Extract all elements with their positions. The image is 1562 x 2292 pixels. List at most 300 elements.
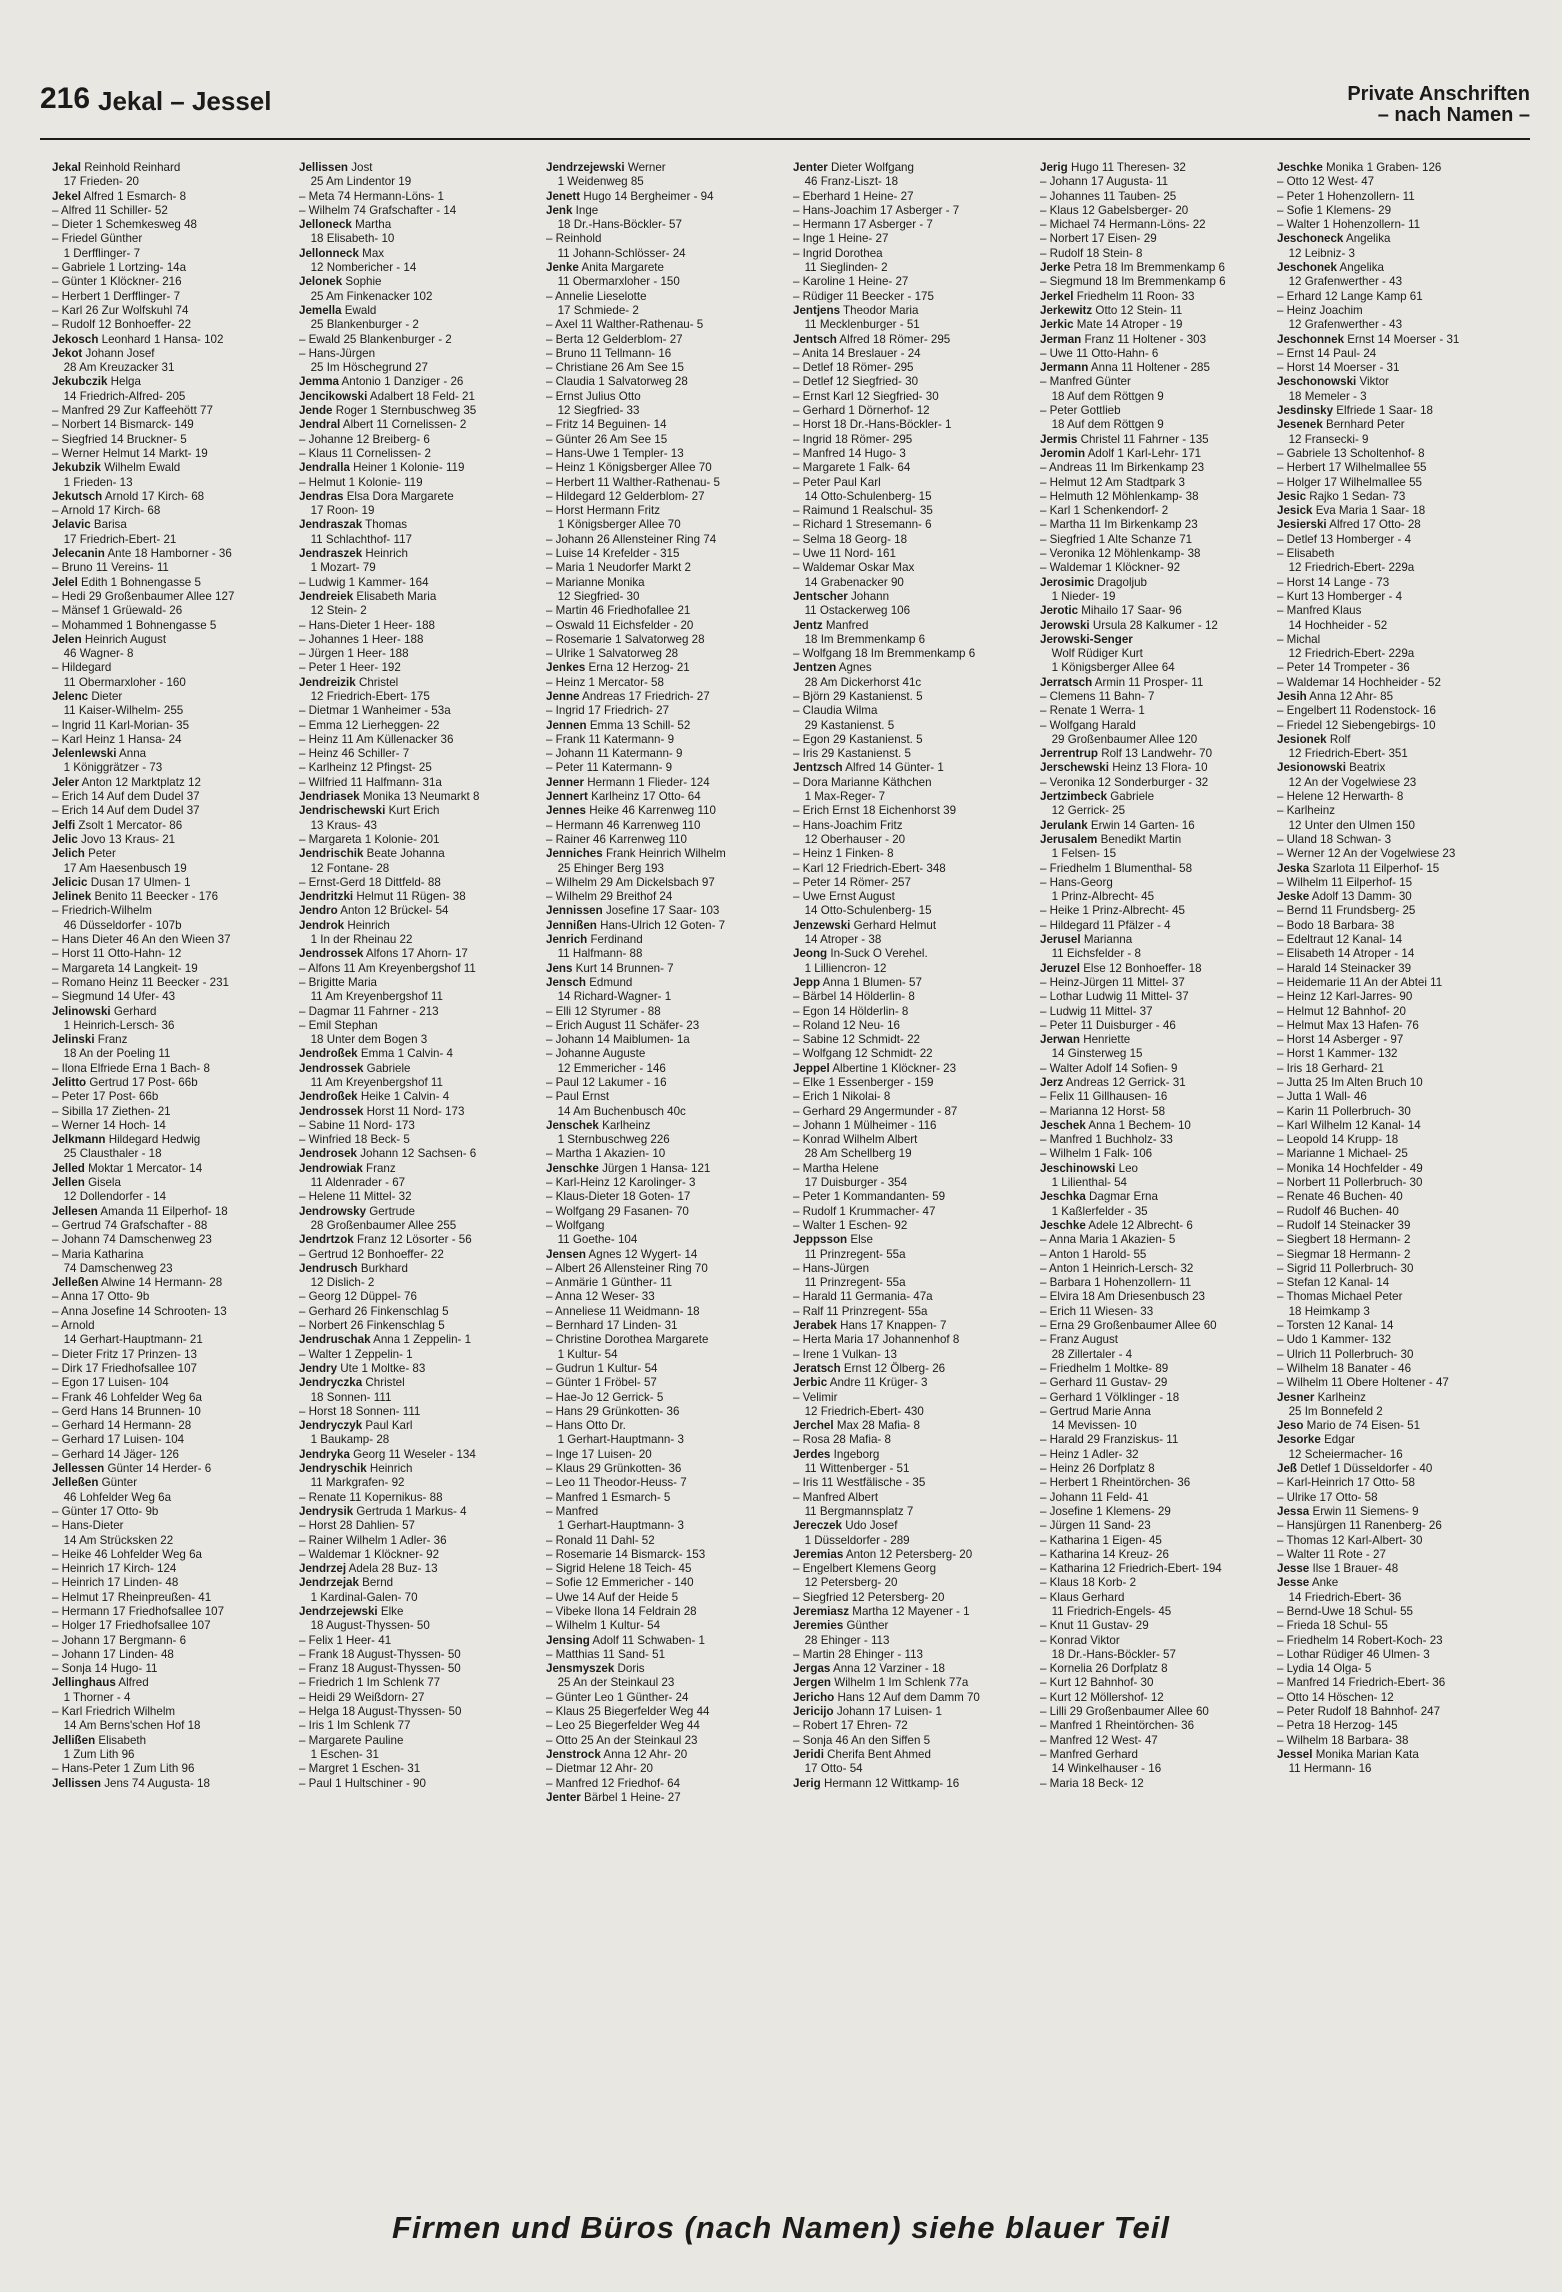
directory-entry-line: 17 Roon- 19 xyxy=(299,504,375,518)
directory-entry-line: – Karl 1 Schenkendorf- 2 xyxy=(1040,504,1169,518)
directory-entry-line: – Horst 18 Sonnen- 111 xyxy=(299,1404,421,1418)
directory-entry-line: – Elli 12 Styrumer - 88 xyxy=(546,1004,661,1018)
directory-entry-line: – Manfred Albert xyxy=(793,1490,879,1504)
directory-entry-line: – Rüdiger 11 Beecker - 175 xyxy=(793,289,934,303)
directory-entry-line: – Horst 1 Kammer- 132 xyxy=(1277,1047,1398,1061)
directory-entry-line: – Wilhelm 1 Kultur- 54 xyxy=(546,1619,661,1633)
directory-entry-line: – Anna Josefine 14 Schrooten- 13 xyxy=(52,1304,227,1318)
directory-entry-line: – Maria 18 Beck- 12 xyxy=(1040,1776,1144,1790)
directory-entry-line: – Hans-Joachim 17 Asberger - 7 xyxy=(793,203,960,217)
directory-entry-line: – Brigitte Maria xyxy=(299,975,377,989)
directory-entry-line: – Rainer Wilhelm 1 Adler- 36 xyxy=(299,1533,447,1547)
directory-entry-line: – Karl-Heinrich 17 Otto- 58 xyxy=(1277,1476,1415,1490)
directory-entry-line: – Günter Leo 1 Günther- 24 xyxy=(546,1690,689,1704)
directory-entry-line: Jessel Monika Marian Kata xyxy=(1277,1747,1419,1761)
directory-entry-line: Jensen Agnes 12 Wygert- 14 xyxy=(546,1247,698,1261)
directory-entry-line: 17 Schmiede- 2 xyxy=(546,303,639,317)
directory-entry-line: – Hans-Peter 1 Zum Lith 96 xyxy=(52,1762,195,1776)
directory-entry-line: – Walter 1 Eschen- 92 xyxy=(793,1218,908,1232)
directory-entry-line: – Anneliese 11 Weidmann- 18 xyxy=(546,1304,700,1318)
directory-entry-line: Jekot Johann Josef xyxy=(52,346,155,360)
directory-entry-line: 17 Duisburger - 354 xyxy=(793,1176,908,1190)
directory-entry-line: – Claudia Wilma xyxy=(793,704,878,718)
directory-entry-line: – Erich August 11 Schäfer- 23 xyxy=(546,1018,700,1032)
directory-entry-line: – Wilhelm 74 Grafschafter - 14 xyxy=(299,203,457,217)
directory-entry-line: – Rainer 46 Karrenweg 110 xyxy=(546,832,687,846)
directory-entry-line: Jerkic Mate 14 Atroper - 19 xyxy=(1040,318,1183,332)
directory-entry-line: – Uwe 14 Auf der Heide 5 xyxy=(546,1590,679,1604)
directory-entry-line: 11 Goethe- 104 xyxy=(546,1233,638,1247)
directory-entry-line: 18 Heimkamp 3 xyxy=(1277,1304,1370,1318)
directory-entry-line: Jendrossek Alfons 17 Ahorn- 17 xyxy=(299,947,468,961)
directory-entry-line: Jericijo Johann 17 Luisen- 1 xyxy=(793,1705,942,1719)
directory-entry-line: 18 Im Bremmenkamp 6 xyxy=(793,632,926,646)
directory-entry-line: 11 Schlachthof- 117 xyxy=(299,532,412,546)
directory-entry-line: – Manfred 1 Rheintörchen- 36 xyxy=(1040,1719,1195,1733)
directory-entry-line: – Marianne 1 Michael- 25 xyxy=(1277,1147,1408,1161)
directory-entry-line: – Herbert 11 Walther-Rathenau- 5 xyxy=(546,475,720,489)
directory-entry-line: – Gabriele 1 Lortzing- 14a xyxy=(52,261,187,275)
directory-entry-line: – Anmärie 1 Günther- 11 xyxy=(546,1276,673,1290)
directory-entry-line: 11 Ostackerweg 106 xyxy=(793,604,911,618)
directory-entry-line: – Claudia 1 Salvatorweg 28 xyxy=(546,375,688,389)
directory-entry-line: Jenschek Karlheinz xyxy=(546,1118,651,1132)
directory-entry-line: – Hildegard xyxy=(52,661,112,675)
directory-entry-line: 14 Mevissen- 10 xyxy=(1040,1419,1137,1433)
directory-entry-line: – Torsten 12 Kanal- 14 xyxy=(1277,1319,1394,1333)
directory-entry-line: – Friedel Günther xyxy=(52,232,143,246)
directory-entry-line: – Rosa 28 Mafia- 8 xyxy=(793,1433,891,1447)
directory-entry-line: 12 Friedrich-Ebert- 175 xyxy=(299,689,430,703)
directory-entry-line: – Emil Stephan xyxy=(299,1018,378,1032)
directory-column-1 xyxy=(52,161,290,2171)
directory-entry-line: – Sofie 12 Emmericher - 140 xyxy=(546,1576,694,1590)
directory-entry-line: 11 Hermann- 16 xyxy=(1277,1762,1372,1776)
directory-entry-line: 12 Friedrich-Ebert- 351 xyxy=(1277,747,1408,761)
directory-entry-line: Jenter Bärbel 1 Heine- 27 xyxy=(546,1790,681,1804)
directory-entry-line: – Manfred 12 Friedhof- 64 xyxy=(546,1776,681,1790)
directory-entry-line: – Horst 18 Dr.-Hans-Böckler- 1 xyxy=(793,418,952,432)
directory-entry-line: Jendrzej Adela 28 Buz- 13 xyxy=(299,1562,438,1576)
directory-entry-line: – Johann 11 Katermann- 9 xyxy=(546,747,683,761)
directory-entry-line: – Friedrich 1 Im Schlenk 77 xyxy=(299,1676,441,1690)
directory-entry-line: – Erich 11 Wiesen- 33 xyxy=(1040,1304,1154,1318)
directory-entry-line: – Margarete 1 Falk- 64 xyxy=(793,461,911,475)
directory-entry-line: – Horst 11 Otto-Hahn- 12 xyxy=(52,947,182,961)
directory-entry-line: Jesner Karlheinz xyxy=(1277,1390,1366,1404)
directory-entry-line: – Helmut Max 13 Hafen- 76 xyxy=(1277,1018,1419,1032)
directory-entry-line: – Wolfgang xyxy=(546,1218,605,1232)
directory-entry-line: – Leopold 14 Krupp- 18 xyxy=(1277,1133,1399,1147)
directory-entry-line: Jerbic Andre 11 Krüger- 3 xyxy=(793,1376,928,1390)
directory-entry-line: – Werner Helmut 14 Markt- 19 xyxy=(52,446,208,460)
directory-entry-line: – Klaus 18 Korb- 2 xyxy=(1040,1576,1137,1590)
directory-entry-line: Jendriasek Monika 13 Neumarkt 8 xyxy=(299,790,480,804)
directory-entry-line: Jendryczyk Paul Karl xyxy=(299,1419,413,1433)
directory-entry-line: Jelinowski Gerhard xyxy=(52,1004,157,1018)
directory-entry-line: – Walter Adolf 14 Sofien- 9 xyxy=(1040,1061,1178,1075)
directory-entry-line: 12 Nombericher - 14 xyxy=(299,261,417,275)
directory-entry-line: – Anna 12 Weser- 33 xyxy=(546,1290,655,1304)
directory-entry-line: – Ulrike 1 Salvatorweg 28 xyxy=(546,647,679,661)
directory-entry-line: Jendrischik Beate Johanna xyxy=(299,847,445,861)
directory-entry-line: – Peter Paul Karl xyxy=(793,475,881,489)
directory-entry-line: – Karlheinz xyxy=(1277,804,1336,818)
directory-entry-line: – Katharina 1 Eigen- 45 xyxy=(1040,1533,1162,1547)
directory-entry-line: Jerz Andreas 12 Gerrick- 31 xyxy=(1040,1076,1186,1089)
directory-entry-line: 11 Am Kreyenbergshof 11 xyxy=(299,990,443,1004)
directory-entry-line: – Sabine 11 Nord- 173 xyxy=(299,1118,415,1132)
directory-entry-line: – Hans-Jürgen xyxy=(299,346,376,360)
directory-entry-line: – Hans-Dieter xyxy=(52,1519,124,1533)
directory-entry-line: – Holger 17 Wilhelmallee 55 xyxy=(1277,475,1422,489)
directory-entry-line: Jertzimbeck Gabriele xyxy=(1040,790,1155,804)
directory-entry-line: – Luise 14 Krefelder - 315 xyxy=(546,547,680,561)
directory-entry-line: Jeromin Adolf 1 Karl-Lehr- 171 xyxy=(1040,446,1202,460)
directory-entry-line: – Uwe 11 Nord- 161 xyxy=(793,547,896,561)
directory-entry-line: – Ulrike 17 Otto- 58 xyxy=(1277,1490,1378,1504)
directory-entry-line: Jelenc Dieter xyxy=(52,689,123,703)
directory-entry-line: Jekubzik Wilhelm Ewald xyxy=(52,461,181,475)
directory-entry-line: – Elisabeth 14 Atroper - 14 xyxy=(1277,947,1415,961)
directory-entry-line: 1 Nieder- 19 xyxy=(1040,589,1116,603)
directory-entry-line: – Jutta 1 Wall- 46 xyxy=(1277,1090,1367,1104)
directory-entry-line: – Margret 1 Eschen- 31 xyxy=(299,1762,421,1776)
directory-entry-line: Jeschka Dagmar Erna xyxy=(1040,1190,1158,1204)
directory-entry-line: – Paul 12 Lakumer - 16 xyxy=(546,1076,667,1089)
directory-entry-line: – Johann 1 Mülheimer - 116 xyxy=(793,1118,937,1132)
directory-entry-line: – Lothar Ludwig 11 Mittel- 37 xyxy=(1040,990,1189,1004)
directory-entry-line: – Georg 12 Düppel- 76 xyxy=(299,1290,417,1304)
directory-entry-line: – Johann 26 Allensteiner Ring 74 xyxy=(546,532,717,546)
directory-entry-line: Jellissen Jost xyxy=(299,161,373,174)
directory-entry-line: – Erna 29 Großenbaumer Allee 60 xyxy=(1040,1319,1217,1333)
directory-entry-line: Jesenek Bernhard Peter xyxy=(1277,418,1405,432)
directory-entry-line: Jermis Christel 11 Fahrner - 135 xyxy=(1040,432,1209,446)
directory-entry-line: – Eberhard 1 Heine- 27 xyxy=(793,189,914,203)
directory-entry-line: – Gerhard 14 Hermann- 28 xyxy=(52,1419,192,1433)
directory-entry-line: – Dagmar 11 Fahrner - 213 xyxy=(299,1004,439,1018)
directory-entry-line: – Johann 14 Maiblumen- 1a xyxy=(546,1033,690,1047)
directory-entry-line: – Wolfgang Harald xyxy=(1040,718,1136,732)
directory-entry-line: – Christine Dorothea Margarete xyxy=(546,1333,709,1347)
directory-entry-line: – Sibilla 17 Ziethen- 21 xyxy=(52,1104,171,1118)
directory-entry-line: – Friedhelm 14 Robert-Koch- 23 xyxy=(1277,1633,1443,1647)
directory-entry-line: Jentzen Agnes xyxy=(793,661,872,675)
directory-entry-line: – Roland 12 Neu- 16 xyxy=(793,1018,900,1032)
directory-entry-line: – Josefine 1 Klemens- 29 xyxy=(1040,1504,1171,1518)
directory-entry-line: Jendrowiak Franz xyxy=(299,1161,396,1175)
directory-entry-line: – Klaus Gerhard xyxy=(1040,1590,1125,1604)
directory-entry-line: – Ilona Elfriede Erna 1 Bach- 8 xyxy=(52,1061,210,1075)
directory-entry-line: – Peter 1 Hohenzollern- 11 xyxy=(1277,189,1415,203)
directory-entry-line: – Horst 14 Asberger - 97 xyxy=(1277,1033,1404,1047)
directory-entry-line: – Dietmar 1 Wanheimer - 53a xyxy=(299,704,451,718)
directory-entry-line: – Herbert 17 Wilhelmallee 55 xyxy=(1277,461,1427,475)
directory-entry-line: Jenzewski Gerhard Helmut xyxy=(793,918,937,932)
directory-entry-line: 28 Am Dickerhorst 41c xyxy=(793,675,922,689)
directory-entry-line: 1 Kaßlerfelder - 35 xyxy=(1040,1204,1148,1218)
directory-entry-line: – Elisabeth xyxy=(1277,547,1335,561)
directory-entry-line: – Lothar Rüdiger 46 Ulmen- 3 xyxy=(1277,1647,1430,1661)
directory-entry-line: 12 Grafenwerther - 43 xyxy=(1277,275,1403,289)
directory-entry-line: Jelonek Sophie xyxy=(299,275,382,289)
directory-entry-line: Jensch Edmund xyxy=(546,975,633,989)
directory-entry-line: 14 Richard-Wagner- 1 xyxy=(546,990,672,1004)
directory-entry-line: – Erich 14 Auf dem Dudel 37 xyxy=(52,790,200,804)
directory-entry-line: – Hedi 29 Großenbaumer Allee 127 xyxy=(52,589,235,603)
directory-entry-line: – Karl 26 Zur Wolfskuhl 74 xyxy=(52,303,189,317)
page-title: Jekal – Jessel xyxy=(98,86,272,116)
directory-entry-line: 12 Oberhauser - 20 xyxy=(793,832,906,846)
directory-entry-line: 11 Bergmannsplatz 7 xyxy=(793,1504,914,1518)
directory-entry-line: 12 Stein- 2 xyxy=(299,604,367,618)
directory-entry-line: – Waldemar 1 Klöckner- 92 xyxy=(1040,561,1181,575)
directory-entry-line: 12 Friedrich-Ebert- 229a xyxy=(1277,647,1415,661)
directory-entry-line: – Erich 14 Auf dem Dudel 37 xyxy=(52,804,200,818)
directory-entry-line: – Peter 1 Kommandanten- 59 xyxy=(793,1190,946,1204)
directory-entry-line: 11 Halfmann- 88 xyxy=(546,947,643,961)
directory-entry-line: 1 Prinz-Albrecht- 45 xyxy=(1040,890,1155,904)
directory-entry-line: – Arnold xyxy=(52,1319,95,1333)
directory-entry-line: – Veronika 12 Möhlenkamp- 38 xyxy=(1040,547,1201,561)
directory-entry-line: – Hans-Dieter 1 Heer- 188 xyxy=(299,618,435,632)
directory-entry-line: – Matthias 11 Sand- 51 xyxy=(546,1647,666,1661)
directory-entry-line: – Albert 26 Allensteiner Ring 70 xyxy=(546,1261,708,1275)
directory-entry-line: – Gerhard 11 Gustav- 29 xyxy=(1040,1376,1168,1390)
directory-entry-line: Jendral Albert 11 Cornelissen- 2 xyxy=(299,418,467,432)
directory-entry-line: – Rudolf 1 Krummacher- 47 xyxy=(793,1204,936,1218)
directory-entry-line: – Rosemarie 14 Bismarck- 153 xyxy=(546,1547,706,1561)
directory-entry-line: 14 Atroper - 38 xyxy=(793,933,882,947)
directory-entry-line: – Alfred 11 Schiller- 52 xyxy=(52,203,168,217)
directory-entry-line: Jentsch Alfred 18 Römer- 295 xyxy=(793,332,951,346)
directory-entry-line: – Frank 46 Lohfelder Weg 6a xyxy=(52,1390,202,1404)
directory-entry-line: Jeschonnek Ernst 14 Moerser - 31 xyxy=(1277,332,1460,346)
directory-entry-line: – Hermann 17 Asberger - 7 xyxy=(793,218,933,232)
directory-entry-line: 11 Markgrafen- 92 xyxy=(299,1476,405,1490)
directory-entry-line: Jelenlewski Anna xyxy=(52,747,147,761)
directory-entry-line: Jesse Anke xyxy=(1277,1576,1339,1590)
directory-entry-line: Jelinski Franz xyxy=(52,1033,128,1047)
directory-entry-line: Jendreiek Elisabeth Maria xyxy=(299,589,437,603)
directory-entry-line: Jenkes Erna 12 Herzog- 21 xyxy=(546,661,690,675)
directory-entry-line: Jelkmann Hildegard Hedwig xyxy=(52,1133,201,1147)
directory-entry-line: Jendraszak Thomas xyxy=(299,518,408,532)
directory-entry-line: – Hansjürgen 11 Ranenberg- 26 xyxy=(1277,1519,1442,1533)
directory-entry-line: – Engelbert 11 Rodenstock- 16 xyxy=(1277,704,1436,718)
directory-entry-line: 1 Gerhart-Hauptmann- 3 xyxy=(546,1519,684,1533)
directory-entry-line: – Walter 1 Hohenzollern- 11 xyxy=(1277,218,1421,232)
directory-entry-line: – Monika 14 Hochfelder - 49 xyxy=(1277,1161,1423,1175)
directory-entry-line: – Ludwig 1 Kammer- 164 xyxy=(299,575,429,589)
directory-entry-line: Jesic Rajko 1 Sedan- 73 xyxy=(1277,489,1406,503)
directory-entry-line: – Ernst Karl 12 Siegfried- 30 xyxy=(793,389,939,403)
directory-entry-line: Jesick Eva Maria 1 Saar- 18 xyxy=(1277,504,1426,518)
directory-entry-line: 11 Aldenrader - 67 xyxy=(299,1176,406,1190)
directory-entry-line: – Helmut 12 Bahnhof- 20 xyxy=(1277,1004,1406,1018)
directory-entry-line: – Gerhard 26 Finkenschlag 5 xyxy=(299,1304,449,1318)
directory-entry-line: 14 Gerhart-Hauptmann- 21 xyxy=(52,1333,203,1347)
directory-entry-line: Jendritzki Helmut 11 Rügen- 38 xyxy=(299,890,466,904)
directory-entry-line: Jerabek Hans 17 Knappen- 7 xyxy=(793,1319,947,1333)
directory-entry-line: Jerke Petra 18 Im Bremmenkamp 6 xyxy=(1040,261,1225,275)
directory-entry-line: – Heidi 29 Weißdorn- 27 xyxy=(299,1690,425,1704)
directory-entry-line: – Waldemar 1 Klöckner- 92 xyxy=(299,1547,440,1561)
directory-entry-line: – Dieter Fritz 17 Prinzen- 13 xyxy=(52,1347,197,1361)
directory-entry-line: – Annelie Lieselotte xyxy=(546,289,647,303)
directory-entry-line: Jendrowsky Gertrude xyxy=(299,1204,415,1218)
directory-entry-line: – Werner 12 An der Vogelwiese 23 xyxy=(1277,847,1456,861)
directory-entry-line: 17 Frieden- 20 xyxy=(52,175,139,189)
directory-entry-line: – Knut 11 Gustav- 29 xyxy=(1040,1619,1149,1633)
directory-entry-line: Jendrossek Horst 11 Nord- 173 xyxy=(299,1104,465,1118)
directory-entry-line: 28 Am Kreuzacker 31 xyxy=(52,361,175,375)
directory-entry-line: – Wilhelm 29 Am Dickelsbach 97 xyxy=(546,875,715,889)
directory-entry-line: – Johann 74 Damschenweg 23 xyxy=(52,1233,212,1247)
directory-entry-line: Jerowski-Senger xyxy=(1040,632,1133,646)
directory-entry-line: Jeschek Anna 1 Bechem- 10 xyxy=(1040,1118,1191,1132)
directory-entry-line: – Axel 11 Walther-Rathenau- 5 xyxy=(546,318,704,332)
directory-entry-line: – Konrad Viktor xyxy=(1040,1633,1120,1647)
directory-entry-line: Jendrysik Gertruda 1 Markus- 4 xyxy=(299,1504,467,1518)
directory-entry-line: – Herta Maria 17 Johannenhof 8 xyxy=(793,1333,960,1347)
directory-entry-line: – Reinhold xyxy=(546,232,602,246)
directory-entry-line: Jens Kurt 14 Brunnen- 7 xyxy=(546,961,674,975)
directory-entry-line: – Manfred 14 Hugo- 3 xyxy=(793,446,906,460)
directory-entry-line: Jeske Adolf 13 Damm- 30 xyxy=(1277,890,1412,904)
directory-entry-line: Jerulank Erwin 14 Garten- 16 xyxy=(1040,818,1195,832)
directory-entry-line: – Margareta 1 Kolonie- 201 xyxy=(299,832,440,846)
directory-entry-line: 14 Otto-Schulenberg- 15 xyxy=(793,489,932,503)
directory-entry-line: – Bernhard 17 Linden- 31 xyxy=(546,1319,678,1333)
directory-entry-line: – Johann 17 Linden- 48 xyxy=(52,1647,174,1661)
directory-entry-line: 1 Mozart- 79 xyxy=(299,561,376,575)
directory-entry-line: Jenrich Ferdinand xyxy=(546,933,643,947)
directory-entry-line: – Horst 14 Moerser - 31 xyxy=(1277,361,1400,375)
directory-entry-line: Jenner Hermann 1 Flieder- 124 xyxy=(546,775,710,789)
directory-entry-line: – Heinz 26 Dorfplatz 8 xyxy=(1040,1462,1155,1476)
directory-entry-line: 12 Siegfried- 33 xyxy=(546,404,640,418)
directory-entry-line: – Elke 1 Essenberger - 159 xyxy=(793,1076,934,1089)
directory-entry-line: – Norbert 17 Eisen- 29 xyxy=(1040,232,1157,246)
directory-entry-line: – Peter 14 Trompeter - 36 xyxy=(1277,661,1410,675)
directory-entry-line: 11 Sieglinden- 2 xyxy=(793,261,888,275)
directory-entry-line: – Rudolf 46 Buchen- 40 xyxy=(1277,1204,1399,1218)
directory-entry-line: – Klaus-Dieter 18 Goten- 17 xyxy=(546,1190,691,1204)
directory-entry-line: 18 Memeler - 3 xyxy=(1277,389,1367,403)
directory-entry-line: – Peter 11 Katermann- 9 xyxy=(546,761,673,775)
directory-entry-line: – Udo 1 Kammer- 132 xyxy=(1277,1333,1392,1347)
directory-entry-line: Jekosch Leonhard 1 Hansa- 102 xyxy=(52,332,224,346)
directory-entry-line: – Karlheinz 12 Pfingst- 25 xyxy=(299,761,432,775)
directory-entry-line: Jergas Anna 12 Varziner - 18 xyxy=(793,1662,945,1676)
directory-entry-line: – Ewald 25 Blankenburger - 2 xyxy=(299,332,452,346)
directory-entry-line: – Michal xyxy=(1277,632,1321,646)
directory-entry-line: – Stefan 12 Kanal- 14 xyxy=(1277,1276,1390,1290)
directory-entry-line: 28 Am Schellberg 19 xyxy=(793,1147,912,1161)
directory-entry-line: – Kurt 13 Homberger - 4 xyxy=(1277,589,1403,603)
directory-entry-line: Jerwan Henriette xyxy=(1040,1033,1131,1047)
directory-entry-line: Jensmyszek Doris xyxy=(546,1662,645,1676)
directory-entry-line: Jericho Hans 12 Auf dem Damm 70 xyxy=(793,1690,980,1704)
directory-entry-line: – Gudrun 1 Kultur- 54 xyxy=(546,1361,658,1375)
directory-entry-line: 14 Am Buchenbusch 40c xyxy=(546,1104,686,1118)
directory-entry-line: Jereczek Udo Josef xyxy=(793,1519,898,1533)
directory-entry-line: – Jutta 25 Im Alten Bruch 10 xyxy=(1277,1076,1423,1089)
directory-entry-line: – Gabriele 13 Scholtenhof- 8 xyxy=(1277,446,1425,460)
directory-entry-line: Jennissen Josefine 17 Saar- 103 xyxy=(546,904,720,918)
directory-entry-line: 18 Dr.-Hans-Böckler- 57 xyxy=(1040,1647,1176,1661)
directory-entry-line: – Hildegard 12 Gelderblom- 27 xyxy=(546,489,705,503)
directory-entry-line: Jerkel Friedhelm 11 Roon- 33 xyxy=(1040,289,1195,303)
directory-entry-line: Jerusalem Benedikt Martin xyxy=(1040,832,1182,846)
directory-entry-line: – Kurt 12 Möllershof- 12 xyxy=(1040,1690,1164,1704)
directory-entry-line: 1 Kardinal-Galen- 70 xyxy=(299,1590,418,1604)
directory-entry-line: – Otto 14 Höschen- 12 xyxy=(1277,1690,1394,1704)
directory-entry-line: Jentz Manfred xyxy=(793,618,869,632)
directory-entry-line: 12 Petersberg- 20 xyxy=(793,1576,898,1590)
directory-entry-line: 1 Kultur- 54 xyxy=(546,1347,618,1361)
directory-entry-line: – Heidemarie 11 An der Abtei 11 xyxy=(1277,975,1443,989)
directory-entry-line: – Erhard 12 Lange Kamp 61 xyxy=(1277,289,1423,303)
directory-entry-line: – Gertrud 12 Bonhoeffer- 22 xyxy=(299,1247,444,1261)
directory-entry-line: – Renate 46 Buchen- 40 xyxy=(1277,1190,1403,1204)
directory-column-4 xyxy=(793,161,1031,2171)
directory-entry-line: – Ralf 11 Prinzregent- 55a xyxy=(793,1304,928,1318)
directory-entry-line: 12 Fontane- 28 xyxy=(299,861,390,875)
footer-note: Firmen und Büros (nach Namen) siehe blauer Teil xyxy=(392,2210,1170,2245)
directory-entry-line: 14 Grabenacker 90 xyxy=(793,575,904,589)
directory-entry-line: – Hans Otto Dr. xyxy=(546,1419,626,1433)
directory-entry-line: Jendreizik Christel xyxy=(299,675,399,689)
directory-entry-line: – Helmut 12 Am Stadtpark 3 xyxy=(1040,475,1185,489)
directory-entry-line: – Erich 1 Nikolai- 8 xyxy=(793,1090,891,1104)
directory-entry-line: – Marianna 12 Horst- 58 xyxy=(1040,1104,1166,1118)
directory-entry-line: – Helene 12 Herwarth- 8 xyxy=(1277,790,1404,804)
directory-entry-line: – Anna Maria 1 Akazien- 5 xyxy=(1040,1233,1176,1247)
directory-entry-line: – Emma 12 Lierheggen- 22 xyxy=(299,718,440,732)
directory-entry-line: Jelavic Barisa xyxy=(52,518,127,532)
page-header xyxy=(40,82,1530,138)
directory-entry-line: – Margarete Pauline xyxy=(299,1733,404,1747)
directory-entry-line: 1 Lilliencron- 12 xyxy=(793,961,887,975)
directory-entry-line: – Marianne Monika xyxy=(546,575,645,589)
directory-entry-line: Jergen Wilhelm 1 Im Schlenk 77a xyxy=(793,1676,969,1690)
directory-entry-line: 11 Eichsfelder - 8 xyxy=(1040,947,1141,961)
directory-entry-line: – Wilhelm 11 Eilperhof- 15 xyxy=(1277,875,1413,889)
directory-entry-line: 14 Winkelhauser - 16 xyxy=(1040,1762,1162,1776)
directory-entry-line: – Gerhard 1 Dörnerhof- 12 xyxy=(793,404,930,418)
directory-entry-line: 1 Königsberger Allee 70 xyxy=(546,518,681,532)
directory-entry-line: Jekubczik Helga xyxy=(52,375,141,389)
directory-entry-line: – Romano Heinz 11 Beecker - 231 xyxy=(52,975,230,989)
directory-entry-line: 12 Dollendorfer - 14 xyxy=(52,1190,167,1204)
directory-entry-line: – Clemens 11 Bahn- 7 xyxy=(1040,689,1155,703)
directory-entry-line: 1 Sternbuschweg 226 xyxy=(546,1133,670,1147)
directory-entry-line: 12 Friedrich-Ebert- 229a xyxy=(1277,561,1415,575)
directory-entry-line: – Heinz 46 Schiller- 7 xyxy=(299,747,410,761)
directory-entry-line: 11 Prinzregent- 55a xyxy=(793,1247,906,1261)
directory-entry-line: 1 In der Rheinau 22 xyxy=(299,933,413,947)
directory-entry-line: – Martha 1 Akazien- 10 xyxy=(546,1147,666,1161)
directory-entry-line: – Johannes 11 Tauben- 25 xyxy=(1040,189,1177,203)
directory-entry-line: Jermann Anna 11 Holtener - 285 xyxy=(1040,361,1210,375)
directory-entry-line: – Frank 11 Katermann- 9 xyxy=(546,732,675,746)
directory-entry-line: – Sigrid Helene 18 Teich- 45 xyxy=(546,1562,692,1576)
directory-entry-line: 1 Derfflinger- 7 xyxy=(52,246,141,260)
directory-entry-line: – Karl Wilhelm 12 Kanal- 14 xyxy=(1277,1118,1421,1132)
